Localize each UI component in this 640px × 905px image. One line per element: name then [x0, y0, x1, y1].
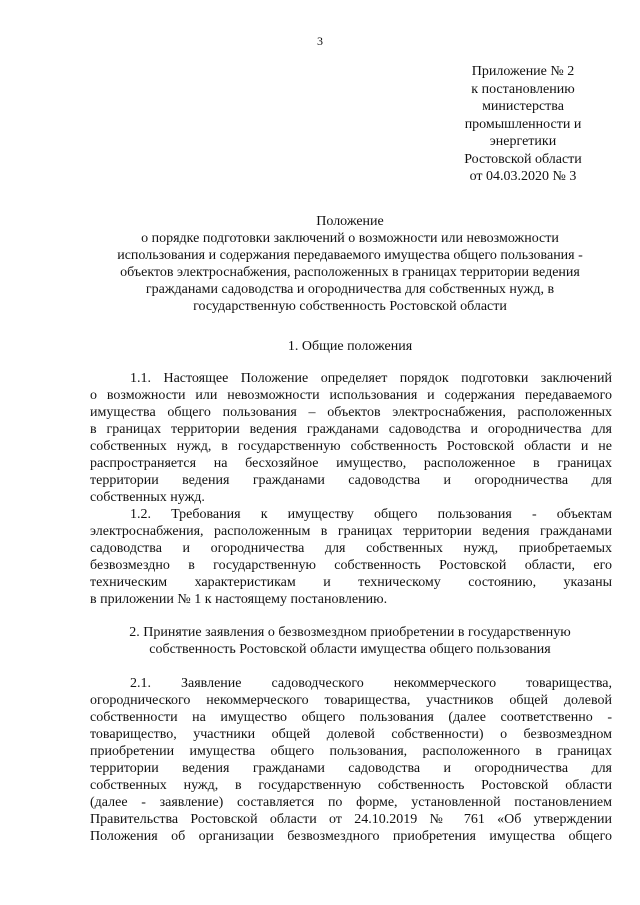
text-line: территории ведения гражданами садоводства и огородничества для — [90, 473, 612, 488]
text-line: в границах территории ведения гражданами садоводства и огородничества для — [90, 422, 612, 437]
title-line: использования и содержания передаваемого имущества общего пользования - — [117, 248, 583, 263]
text-line: 1.2. Требования к имуществу общего пользования - объектам — [130, 507, 612, 522]
text-line: территории ведения гражданами садоводства и огородничества для — [90, 761, 612, 776]
title-line: государственную собственность Ростовской области — [193, 299, 507, 314]
text-line: собственных нужд, в государственную собственность Ростовской области и не — [90, 439, 612, 454]
text-line: собственности на имущество общего пользования (далее соответственно - — [90, 710, 612, 725]
text-line: товарищество, участники общей долевой собственности) о безвозмездном — [90, 727, 612, 742]
text-line: приобретении имущества общего пользования, расположенного в границах — [90, 744, 612, 759]
paragraph-1-2 — [90, 506, 612, 608]
page-number: 3 — [317, 34, 323, 48]
appendix-line: Ростовской области — [464, 151, 582, 167]
text-line: (далее - заявление) составляется по форме, установленной постановлением — [90, 795, 612, 810]
appendix-line: энергетики — [489, 134, 557, 149]
title-line: гражданами садоводства и огородничества для собственных нужд, в — [145, 282, 555, 297]
title-line: Положение — [316, 214, 384, 229]
appendix-reference — [440, 63, 606, 186]
heading-line: 2. Принятие заявления о безвозмездном приобретении в государственную — [129, 625, 571, 640]
paragraph-1-1 — [90, 370, 612, 506]
appendix-line: от 04.03.2020 № 3 — [469, 169, 577, 184]
text-line: в приложении № 1 к настоящему постановлению. — [90, 592, 388, 607]
text-line: распространяется на бесхозяйное имущество, расположенное в границах — [90, 456, 612, 471]
text-line: собственных нужд, в государственную собственность Ростовской области — [90, 778, 612, 793]
appendix-line: к постановлению — [471, 81, 575, 97]
heading-line: 1. Общие положения — [287, 339, 413, 354]
section-1-heading — [88, 338, 612, 355]
text-line: Положения об организации безвозмездного приобретения имущества общего — [90, 829, 612, 844]
appendix-line: Приложение № 2 — [471, 64, 575, 79]
text-line: техническим характеристикам и техническому состоянию, указаны — [90, 575, 612, 590]
text-line: 2.1. Заявление садоводческого некоммерческого товарищества, — [130, 676, 612, 691]
heading-line: собственность Ростовской области имущества общего пользования — [149, 642, 551, 657]
text-line: садоводства и огородничества для собственных нужд, приобретаемых — [90, 541, 612, 556]
appendix-line: министерства — [482, 99, 564, 114]
text-line: о возможности или невозможности использования и содержания передаваемого — [90, 388, 612, 403]
text-line: электроснабжения, расположенным в границах территории ведения гражданами — [90, 524, 612, 539]
title-line: объектов электроснабжения, расположенных в границах территории ведения — [120, 265, 580, 280]
text-line: имущества общего пользования – объектов электроснабжения, расположенных — [90, 405, 612, 420]
text-line: 1.1. Настоящее Положение определяет порядок подготовки заключений — [130, 371, 612, 386]
text-line: безвозмездно в государственную собственность Ростовской области, его — [90, 558, 612, 573]
document-title — [88, 213, 612, 315]
title-line: о порядке подготовки заключений о возможности или невозможности — [141, 231, 559, 246]
text-line: собственных нужд. — [90, 490, 205, 505]
paragraph-2-1 — [90, 675, 612, 845]
section-2-heading — [88, 624, 612, 658]
text-line: огороднического некоммерческого товарищества, участников общей долевой — [90, 693, 612, 708]
text-line: Правительства Ростовской области от 24.10.2019 № 761 «Об утверждении — [90, 812, 612, 827]
appendix-line: промышленности и — [464, 116, 582, 132]
